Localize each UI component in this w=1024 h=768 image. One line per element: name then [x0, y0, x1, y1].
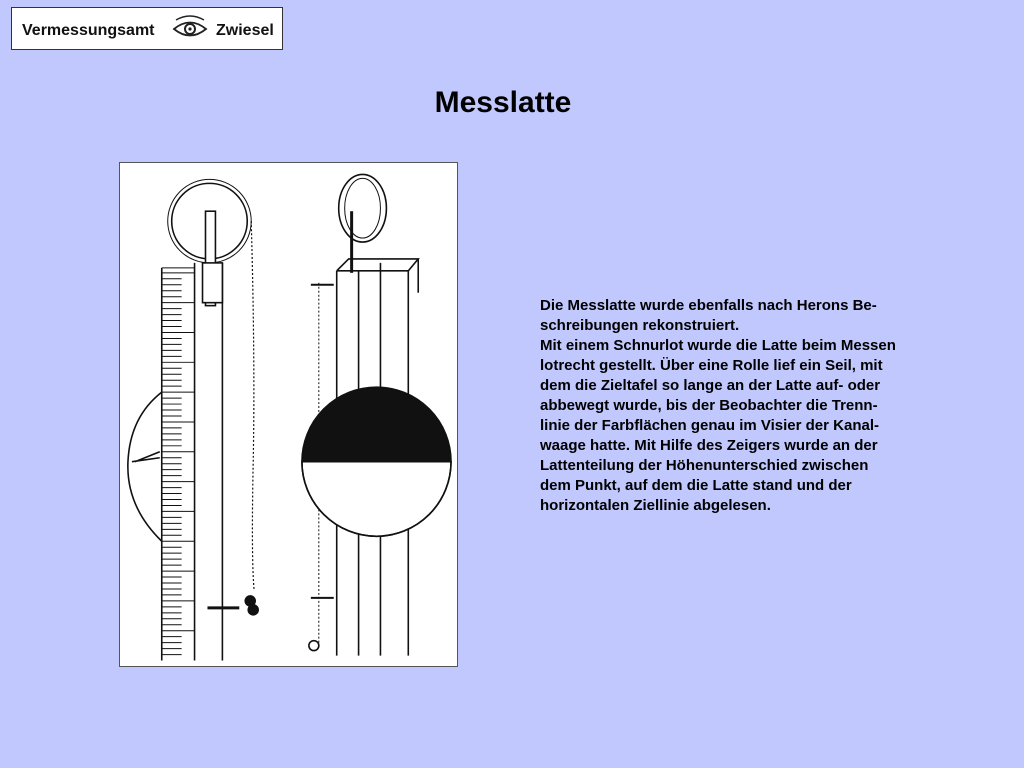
- desc-line: abbewegt wurde, bis der Beobachter die Trenn-: [540, 397, 878, 414]
- measuring-staff-illustration: [119, 162, 458, 667]
- desc-line: schreibungen rekonstruiert.: [540, 317, 740, 334]
- desc-line: dem Punkt, auf dem die Latte stand und der: [540, 477, 852, 494]
- page-title: Messlatte: [434, 86, 572, 119]
- desc-line: linie der Farbflächen genau im Visier der Kanal-: [540, 417, 879, 434]
- desc-line: Mit einem Schnurlot wurde die Latte beim Messen: [540, 337, 896, 354]
- logo: [11, 7, 283, 50]
- logo-text-left: Vermessungsamt: [22, 22, 155, 39]
- description-text: [540, 296, 950, 516]
- desc-line: horizontalen Ziellinie abgelesen.: [540, 497, 771, 514]
- desc-line: dem die Zieltafel so lange an der Latte auf- oder: [540, 377, 881, 394]
- desc-line: lotrecht gestellt. Über eine Rolle lief ein Seil, mit: [540, 357, 883, 374]
- desc-line: Lattenteilung der Höhenunterschied zwischen: [540, 457, 869, 474]
- eye-logo-icon: [170, 14, 210, 44]
- desc-line: Die Messlatte wurde ebenfalls nach Herons Be-: [540, 297, 877, 314]
- logo-text-right: Zwiesel: [216, 22, 274, 39]
- measuring-staff-drawing: [120, 163, 457, 666]
- desc-line: waage hatte. Mit Hilfe des Zeigers wurde an der: [540, 437, 878, 454]
